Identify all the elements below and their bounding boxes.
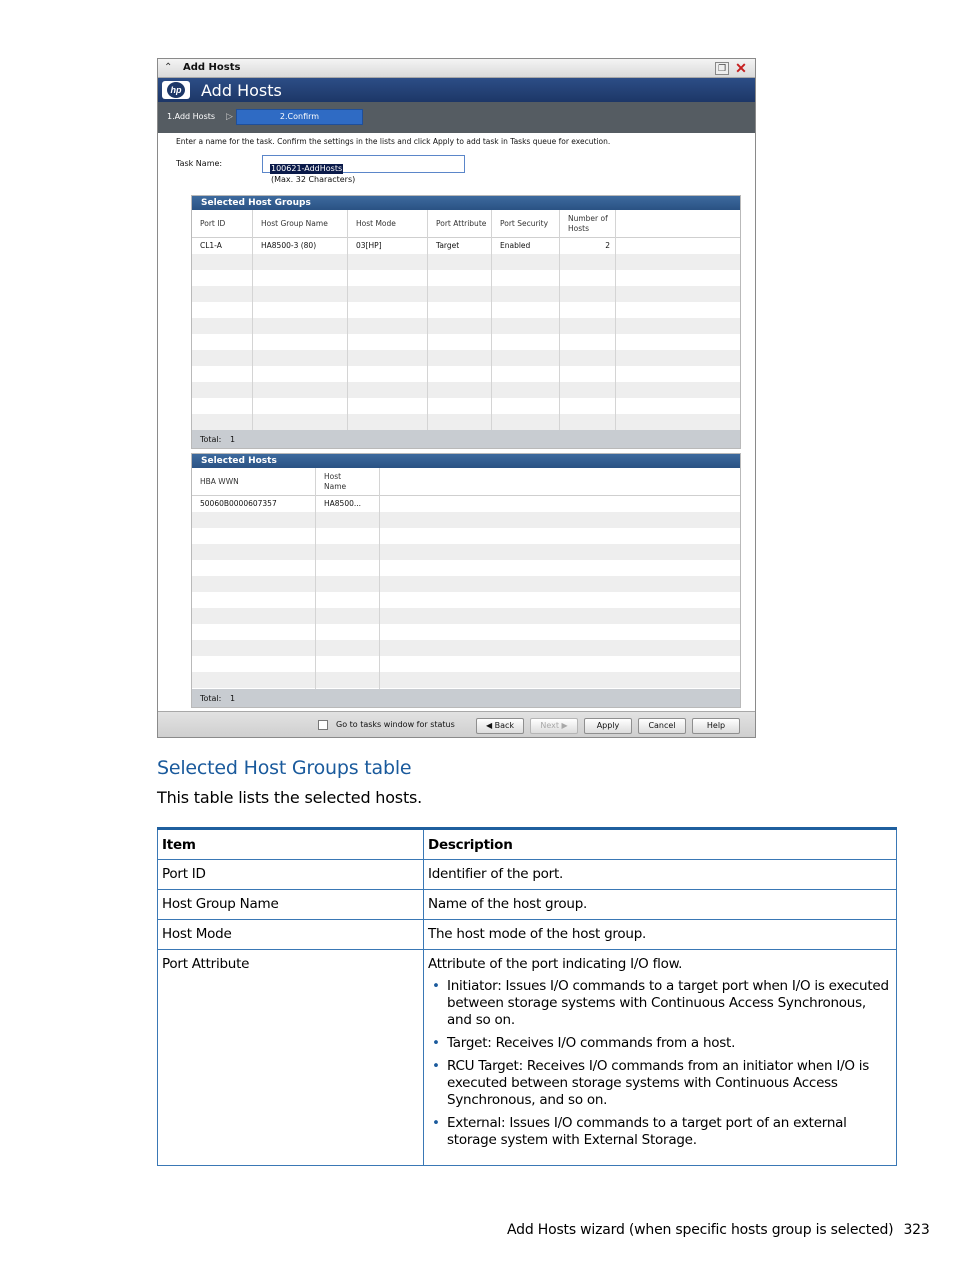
wizard-steps <box>158 102 755 133</box>
column-divider <box>491 238 492 430</box>
grid-cell: HA8500... <box>324 499 362 508</box>
grid-cell: CL1-A <box>200 241 222 250</box>
description-cell <box>424 950 897 1166</box>
col-host-name-text: Host Name <box>324 472 347 491</box>
column-divider <box>315 496 316 689</box>
table-row <box>158 890 897 920</box>
go-to-tasks-label: Go to tasks window for status <box>336 720 455 729</box>
list-item: • External: Issues I/O commands to a target port of an external storage system with External Storage. <box>428 1115 892 1149</box>
table-row[interactable] <box>192 382 740 398</box>
header-item: Item <box>158 829 424 860</box>
column-divider <box>347 238 348 430</box>
column-divider <box>615 238 616 430</box>
item-cell: Port ID <box>158 860 424 890</box>
table-row[interactable] <box>192 672 740 688</box>
hp-logo-mark: hp <box>167 82 185 98</box>
window-footer <box>158 711 755 737</box>
grid-cell: 50060B0000607357 <box>200 499 277 508</box>
header-description: Description <box>424 829 897 860</box>
next-arrow-icon: ▶ <box>561 721 568 730</box>
item-cell: Host Mode <box>158 920 424 950</box>
next-label: Next <box>540 721 559 730</box>
hosts-total-label: Total: <box>200 694 222 703</box>
host-groups-total-value: 1 <box>229 435 236 444</box>
table-row[interactable] <box>192 238 740 254</box>
host-groups-header-row <box>192 210 740 238</box>
col-host-group-name[interactable]: Host Group Name <box>253 210 348 238</box>
window-titlebar <box>158 59 755 78</box>
page-number: 323 <box>903 1222 930 1238</box>
table-row[interactable] <box>192 656 740 672</box>
table-row[interactable] <box>192 592 740 608</box>
cancel-button[interactable]: Cancel <box>638 718 686 734</box>
table-row[interactable] <box>192 512 740 528</box>
column-divider <box>559 238 560 430</box>
table-row[interactable] <box>192 254 740 270</box>
hosts-panel-title: Selected Hosts <box>192 454 740 468</box>
list-item: • Target: Receives I/O commands from a host. <box>428 1035 892 1052</box>
grid-cell: 03[HP] <box>356 241 382 250</box>
table-row[interactable] <box>192 318 740 334</box>
step-confirm[interactable]: 2.Confirm <box>236 109 363 125</box>
list-item: • Initiator: Issues I/O commands to a target port when I/O is executed between storage systems with Continuous Access Synchronous, and so on. <box>428 978 892 1029</box>
apply-button[interactable]: Apply <box>584 718 632 734</box>
task-name-label: Task Name: <box>176 159 223 168</box>
table-row[interactable] <box>192 350 740 366</box>
host-groups-total-label: Total: <box>200 435 222 444</box>
table-row[interactable] <box>192 366 740 382</box>
task-name-hint: (Max. 32 Characters) <box>271 175 356 184</box>
help-button[interactable]: Help <box>692 718 740 734</box>
description-cell: The host mode of the host group. <box>424 920 897 950</box>
table-row[interactable] <box>192 560 740 576</box>
grid-cell: 2 <box>605 241 610 250</box>
grid-cell: HA8500-3 (80) <box>261 241 317 250</box>
column-divider <box>252 238 253 430</box>
selected-hosts-panel <box>191 453 741 708</box>
restore-window-icon[interactable]: ❐ <box>715 62 729 75</box>
table-row <box>158 920 897 950</box>
hp-logo <box>162 81 190 99</box>
description-cell: Identifier of the port. <box>424 860 897 890</box>
next-button[interactable] <box>530 718 578 734</box>
close-icon[interactable]: ✕ <box>735 60 747 76</box>
footer-text: Add Hosts wizard (when specific hosts group is selected) <box>507 1222 894 1238</box>
grid-cell: Enabled <box>500 241 531 250</box>
instruction-text: Enter a name for the task. Confirm the settings in the lists and click Apply to add task in Tasks queue for execution. <box>176 137 611 146</box>
add-hosts-window <box>157 58 756 738</box>
table-row[interactable] <box>192 334 740 350</box>
col-host-mode[interactable]: Host Mode <box>348 210 428 238</box>
item-cell: Port Attribute <box>158 950 424 1166</box>
col-hba-wwn[interactable]: HBA WWN <box>192 468 316 496</box>
col-number-of-hosts[interactable]: Number of Hosts <box>560 210 616 238</box>
table-row[interactable] <box>192 286 740 302</box>
task-name-input[interactable] <box>262 155 465 173</box>
table-row[interactable] <box>192 624 740 640</box>
col-port-id[interactable]: Port ID <box>192 210 253 238</box>
host-groups-total <box>192 430 740 449</box>
back-button[interactable] <box>476 718 524 734</box>
table-row <box>158 950 897 1166</box>
table-row[interactable] <box>192 398 740 414</box>
column-divider <box>427 238 428 430</box>
table-row <box>158 860 897 890</box>
port-attribute-list <box>428 978 892 1149</box>
section-intro: This table lists the selected hosts. <box>157 788 423 807</box>
go-to-tasks-checkbox[interactable] <box>318 720 328 730</box>
window-header <box>158 78 755 102</box>
column-divider <box>379 496 380 689</box>
hosts-total <box>192 689 740 708</box>
grid-cell: Target <box>436 241 460 250</box>
col-host-name[interactable] <box>316 468 380 496</box>
table-row[interactable] <box>192 576 740 592</box>
step-add-hosts[interactable]: 1.Add Hosts <box>167 112 216 121</box>
back-label: Back <box>494 721 515 730</box>
table-row[interactable] <box>192 414 740 430</box>
table-row[interactable] <box>192 640 740 656</box>
description-cell: Name of the host group. <box>424 890 897 920</box>
selected-host-groups-panel <box>191 195 741 449</box>
section-heading: Selected Host Groups table <box>157 757 412 779</box>
table-row[interactable] <box>192 544 740 560</box>
table-row[interactable] <box>192 608 740 624</box>
table-row[interactable] <box>192 302 740 318</box>
table-row[interactable] <box>192 528 740 544</box>
col-port-attribute[interactable]: Port Attribute <box>428 210 492 238</box>
table-row[interactable] <box>192 270 740 286</box>
collapse-chevron-icon[interactable]: ⌃ <box>164 62 173 73</box>
col-port-security[interactable]: Port Security <box>492 210 560 238</box>
hosts-total-value: 1 <box>229 694 236 703</box>
titlebar-title: Add Hosts <box>183 62 241 73</box>
back-arrow-icon: ◀ <box>485 721 493 730</box>
step-arrow-icon: ▷ <box>226 111 233 121</box>
task-name-value: 100621-AddHosts <box>271 164 343 173</box>
list-item: • RCU Target: Receives I/O commands from an initiator when I/O is executed between storage systems with Continuous Access Synchronous, and so on. <box>428 1058 892 1109</box>
item-cell: Host Group Name <box>158 890 424 920</box>
table-header-row <box>158 829 897 860</box>
table-row[interactable] <box>192 496 740 512</box>
description-text: Attribute of the port indicating I/O flow. <box>428 956 683 972</box>
description-table <box>157 827 897 1166</box>
page-footer <box>507 1222 930 1238</box>
header-title: Add Hosts <box>201 81 282 100</box>
host-groups-panel-title: Selected Host Groups <box>192 196 740 210</box>
hosts-header-row <box>192 468 740 496</box>
